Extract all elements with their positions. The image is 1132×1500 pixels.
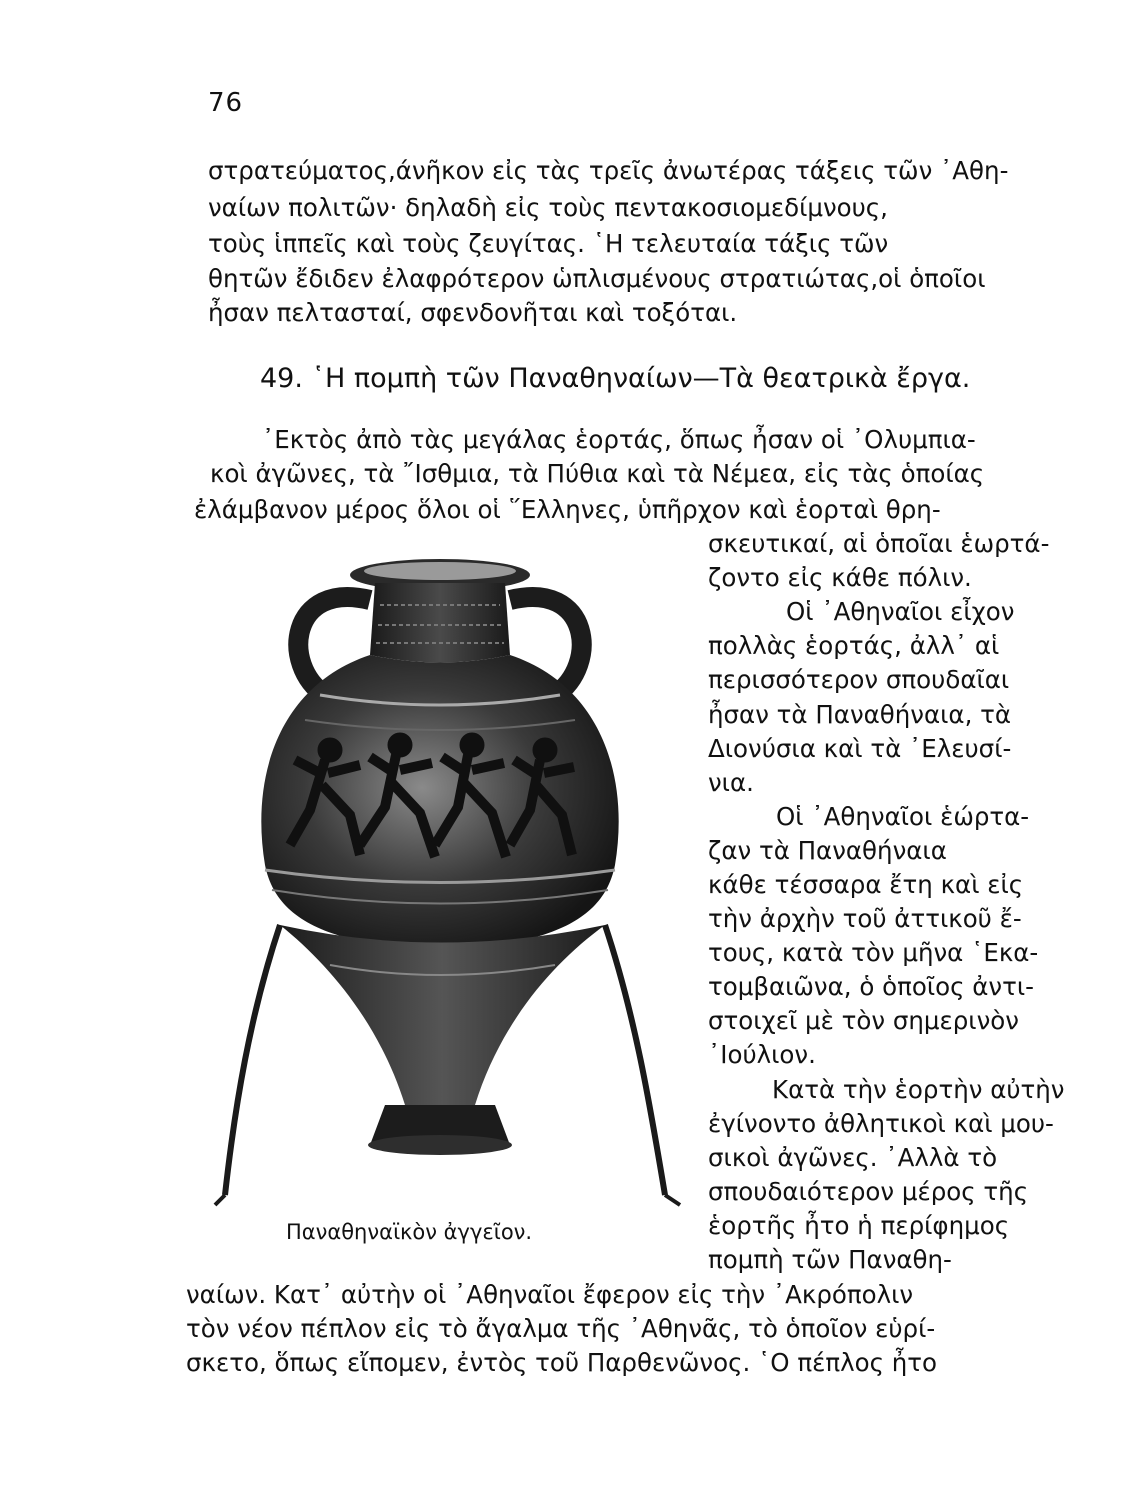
text-line: κάθε τέσσαρα ἔτη καὶ εἰς [708,870,1024,899]
section-heading: 49. ῾Η πομπὴ τῶν Παναθηναίων—Τὰ θεατρικὰ ἔργα. [260,363,971,394]
text-line: τομβαιῶνα, ὁ ὁποῖος ἀντι- [708,972,1035,1001]
text-line: Διονύσια καὶ τὰ ᾿Ελευσί- [708,734,1012,763]
text-line: ᾿Εκτὸς ἀπὸ τὰς μεγάλας ἑορτάς, ὅπως ἦσαν οἱ ᾿Ολυμπια- [262,425,976,454]
text-line: ἐγίνοντο ἀθλητικοὶ καὶ μου- [708,1109,1054,1138]
text-line: νια. [708,768,754,797]
text-line: Οἱ ᾿Αθηναῖοι ἑώρτα- [776,802,1030,831]
text-line: ναίων. Κατ᾿ αὐτὴν οἱ ᾿Αθηναῖοι ἔφερον εἰς τὴν ᾿Ακρόπολιν [186,1280,914,1309]
text-line: Οἱ ᾿Αθηναῖοι εἶχον [786,597,1015,626]
text-line: κοὶ ἀγῶνες, τὰ ῎Ισθμια, τὰ Πύθια καὶ τὰ Νέμεα, εἰς τὰς ὁποίας [210,459,985,488]
text-line: ἑορτῆς ἦτο ἡ περίφημος [708,1211,1010,1240]
text-line: ναίων πολιτῶν· δηλαδὴ εἰς τοὺς πεντακοσιομεδίμνους, [208,193,888,222]
text-line: Κατὰ τὴν ἑορτὴν αὐτὴν [772,1075,1065,1104]
text-line: ζαν τὰ Παναθήναια [708,836,947,865]
text-line: σπουδαιότερον μέρος τῆς [708,1177,1029,1206]
figure-caption: Παναθηναϊκὸν ἀγγεῖον. [286,1220,533,1244]
text-line: στοιχεῖ μὲ τὸν σημερινὸν [708,1006,1019,1035]
text-line: σκευτικαί, αἱ ὁποῖαι ἑωρτά- [708,529,1050,558]
text-line: ᾿Ιούλιον. [708,1040,816,1069]
panathenaic-amphora-icon [210,545,690,1215]
text-line: ζοντο εἰς κάθε πόλιν. [708,563,972,592]
text-line: περισσότερον σπουδαῖαι [708,665,1010,694]
text-line: ἦσαν πελτασταί, σφενδονῆται καὶ τοξόται. [208,298,738,327]
text-line: ἐλάμβανον μέρος ὅλοι οἱ ῞Ελληνες, ὑπῆρχον καὶ ἑορταὶ θρη- [194,495,941,524]
text-line: τους, κατὰ τὸν μῆνα ῾Εκα- [708,938,1039,967]
text-line: πολλὰς ἑορτάς, ἀλλ᾿ αἱ [708,631,1000,660]
page-number: 76 [208,88,244,118]
text-line: σικοὶ ἀγῶνες. ᾿Αλλὰ τὸ [708,1143,998,1172]
text-line: τοὺς ἱππεῖς καὶ τοὺς ζευγίτας. ῾Η τελευταία τάξις τῶν [208,229,889,258]
text-line: σκετο, ὅπως εἴπομεν, ἐντὸς τοῦ Παρθενῶνος. ῾Ο πέπλος ἦτο [186,1348,938,1377]
text-line: στρατεύματος,άνῆκον εἰς τὰς τρεῖς ἀνωτέρας τάξεις τῶν ᾿Αθη- [208,156,1009,185]
vase-figure [210,545,690,1215]
text-line: τὴν ἀρχὴν τοῦ ἀττικοῦ ἔ- [708,904,1022,933]
text-line: θητῶν ἔδιδεν ἐλαφρότερον ὡπλισμένους στρατιώτας,οἱ ὁποῖοι [208,264,986,293]
text-line: τὸν νέον πέπλον εἰς τὸ ἄγαλμα τῆς ᾿Αθηνᾶς, τὸ ὁποῖον εὑρί- [186,1314,936,1343]
text-line: πομπὴ τῶν Παναθη- [708,1245,952,1274]
text-line: ἦσαν τὰ Παναθήναια, τὰ [708,700,1012,729]
